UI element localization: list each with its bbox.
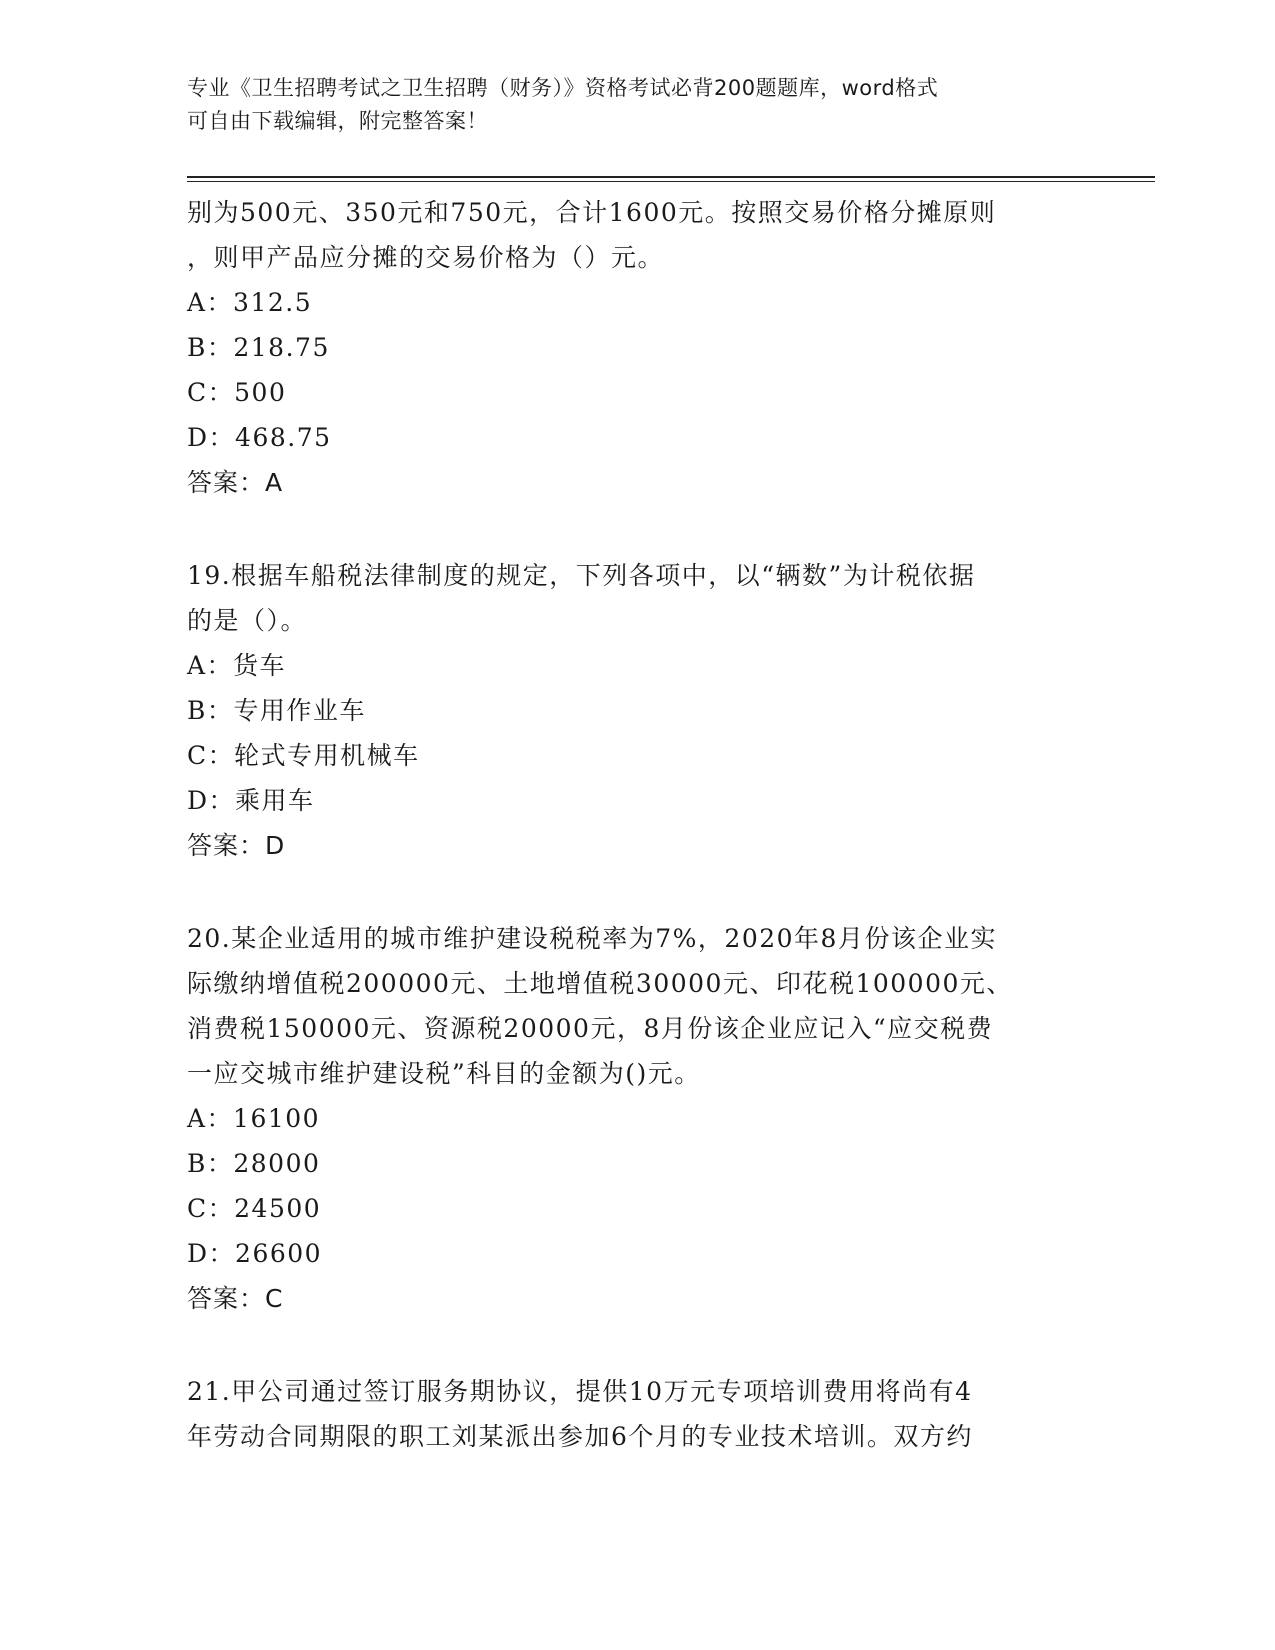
answer-line: 答案：D (187, 831, 286, 860)
option-a: A：312.5 (187, 288, 313, 317)
option-d: D：26600 (187, 1239, 323, 1268)
option-c: C：24500 (187, 1194, 322, 1223)
option-d: D：468.75 (187, 423, 332, 452)
question-20 (187, 916, 1087, 1321)
option-b: B：28000 (187, 1149, 321, 1178)
header-title-line-1: 专业《卫生招聘考试之卫生招聘（财务）》资格考试必背200题题库，word格式 (187, 76, 939, 100)
option-b: B：218.75 (187, 333, 330, 362)
option-c: C：轮式专用机械车 (187, 741, 420, 770)
option-a: A：货车 (187, 651, 287, 680)
option-c: C：500 (187, 378, 287, 407)
question-19 (187, 553, 1087, 868)
question-stem-line: 年劳动合同期限的职工刘某派出参加6个月的专业技术培训。双方约 (187, 1422, 973, 1451)
question-stem-line: 别为500元、350元和750元，合计1600元。按照交易价格分摊原则 (187, 198, 997, 227)
question-stem-line: 21.甲公司通过签订服务期协议，提供10万元专项培训费用将尚有4 (187, 1377, 973, 1406)
question-stem-line: 际缴纳增值税200000元、土地增值税30000元、印花税100000元、 (187, 969, 1013, 998)
header-title-line-2: 可自由下载编辑，附完整答案！ (187, 109, 488, 133)
question-stem-line: 的是（）。 (187, 606, 308, 635)
answer-line: 答案：C (187, 1284, 284, 1313)
question-21 (187, 1369, 1087, 1459)
answer-line: 答案：A (187, 468, 284, 497)
question-stem-line: ，则甲产品应分摊的交易价格为（）元。 (187, 243, 665, 272)
option-b: B：专用作业车 (187, 696, 366, 725)
question-list (187, 190, 1087, 1459)
question-stem-line: 消费税150000元、资源税20000元，8月份该企业应记入“应交税费 (187, 1014, 994, 1043)
option-d: D：乘用车 (187, 786, 315, 815)
question-18 (187, 190, 1087, 505)
question-stem-line: 19.根据车船税法律制度的规定，下列各项中，以“辆数”为计税依据 (187, 561, 976, 590)
question-stem-line: 20.某企业适用的城市维护建设税税率为7%，2020年8月份该企业实 (187, 924, 997, 953)
option-a: A：16100 (187, 1104, 321, 1133)
document-header (187, 72, 1067, 138)
question-stem-line: 一应交城市维护建设税”科目的金额为()元。 (187, 1059, 701, 1088)
header-divider-thick (187, 176, 1155, 178)
header-divider-thin (187, 181, 1155, 182)
